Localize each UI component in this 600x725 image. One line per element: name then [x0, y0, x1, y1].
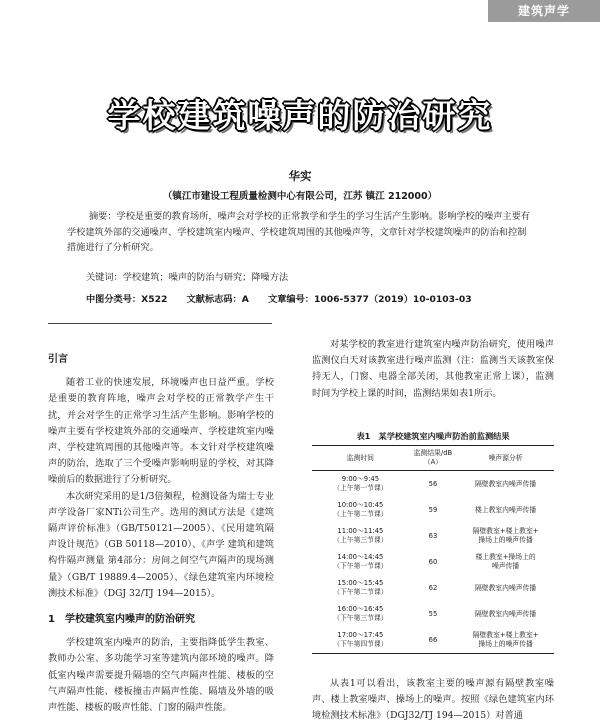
table-cell-source: 隔壁教室+楼上教室+ 操场上的噪声传播 [472, 527, 539, 544]
table-cell-time: 14:00～14:45 （下午第一节课） [333, 553, 388, 570]
table-cell-value: 55 [428, 609, 438, 618]
left-column [48, 352, 274, 716]
table-row [312, 601, 554, 627]
author-affiliation: （镇江市建设工程质量检测中心有限公司，江苏 镇江 212000） [162, 191, 438, 202]
table-cell-value: 62 [428, 583, 438, 592]
table-cell-value: 59 [428, 505, 438, 514]
monitoring-table [312, 445, 554, 654]
table-cell-time: 10:00～10:45 （上午第二节课） [333, 501, 388, 518]
article-title: 学校建筑噪声的防治研究 [107, 96, 493, 135]
table-caption: 表1 某学校建筑室内噪声防治前监测结果 [356, 431, 510, 441]
article-number: 文章编号：1006-5377（2019）10-0103-03 [268, 294, 472, 305]
right-paragraph-1: 对某学校的教室进行建筑室内噪声防治研究，使用噪声监测仪白天对该教室进行噪声监测（注：监测当天该教室保持无人，门窗、电器全部关闭，其他教室正常上课），监测时间为学校上课的时间，监测结果如表1所示。 [312, 339, 554, 399]
table-cell-value: 63 [428, 531, 438, 540]
intro-heading: 引言 [48, 354, 68, 365]
table-row [312, 575, 554, 601]
right-paragraph-2: 从表1可以看出，该教室主要的噪声源有隔壁教室噪声、楼上教室噪声、操场上的噪声。按照《绿色建筑室内环境检测技术标准》（DGJ32/TJ 194—2015）对普通 [312, 678, 554, 722]
table-cell-source: 楼上教室内噪声传播 [475, 505, 537, 514]
author-name: 华实 [288, 169, 312, 183]
table-cell-value: 66 [409, 627, 457, 654]
table-row [312, 627, 554, 654]
table-header-time: 监测时间 [312, 446, 409, 471]
abstract-text: 摘要：学校是重要的教育场所，噪声会对学校的正常教学和学生的学习生活产生影响。影响学校的噪声主要有学校建筑外部的交通噪声、学校建筑室内噪声、学校建筑周围的其他噪声等，文章针对学校建筑噪声的防治和控制措施进行了分析研究。 [67, 211, 530, 253]
table-row [312, 471, 554, 498]
keywords: 关键词：学校建筑；噪声的防治与研究；降噪方法 [86, 272, 289, 283]
document-code: 文献标志码：A [186, 294, 249, 305]
right-column-bottom [312, 676, 554, 725]
table-cell-source: 隔壁教室内噪声传播 [475, 583, 537, 592]
abstract [67, 209, 535, 256]
table-cell-value: 56 [428, 479, 438, 488]
section-tag: 建筑声学 [488, 0, 600, 22]
table-cell-time: 15:00～15:45 （下午第二节课） [333, 579, 388, 596]
article-meta [86, 291, 486, 305]
table-header-result: 监测结果/dB（A） [409, 446, 457, 471]
right-column-top [312, 337, 554, 402]
table-cell-time: 17:00～17:45 （下午第四节课） [312, 627, 409, 654]
table-row [312, 523, 554, 549]
table-header-source: 噪声源分析 [457, 446, 554, 471]
table-row [312, 549, 554, 575]
table-row [312, 497, 554, 523]
intro-paragraph-1: 随着工业的快速发展，环境噪声也日益严重。学校是重要的教育阵地，噪声会对学校的正常教学产生干扰，并会对学生的正常学习生活产生影响。影响学校的噪声主要有学校建筑外部的交通噪声、学校建筑室内噪声、学校建筑周围的其他噪声等。本文针对学校建筑噪声的防治，选取了三个受噪声影响明显的学校，对其降噪前后的数据进行了分析研究。 [48, 377, 274, 486]
table-cell-time: 9:00～9:45 （上午第一节课） [333, 475, 388, 492]
clc-number: 中图分类号：X522 [86, 294, 168, 305]
table-cell-time: 16:00～16:45 （下午第三节课） [333, 605, 388, 622]
section-1-heading: 1 学校建筑室内噪声的防治研究 [48, 614, 195, 626]
table-cell-source: 隔壁教室内噪声传播 [475, 479, 537, 488]
table-cell-time: 11:00～11:45 （上午第三节课） [333, 527, 388, 544]
table-cell-source: 隔壁教室+楼上教室+ 操场上的噪声传播 [457, 627, 554, 654]
section-1-paragraph: 学校建筑室内噪声的防治，主要指降低学生教室、教师办公室、多功能学习室等建筑内部环境的噪声。降低室内噪声需要提升隔墙的空气声隔声性能、楼板的空气声隔声性能、楼板撞击声隔声性能、隔墙及外墙的吸声性能、楼板的吸声性能、门窗的隔声性能。 [48, 637, 274, 714]
table-cell-source: 楼上教室+操场上的 噪声传播 [475, 553, 536, 570]
table-header-row [312, 446, 554, 471]
intro-paragraph-2: 本次研究采用的是1/3倍频程，检测设备为瑞士专业声学设备厂家NTi公司生产。选用的测试方法是《建筑隔声评价标准》（GB/T50121—2005）、《民用建筑隔声设计规范》（GB 50118—2010）、《声学 建筑和建筑构件隔声测量 第4部分：房间之间空气声隔声的现场测量》（GB/T 19889.4—2005）、《绿色建筑室内环境检测技术标准》（DGJ 32/TJ 194—2015）。 [48, 490, 274, 599]
column-divider-line [48, 323, 272, 324]
table-cell-value: 60 [428, 557, 438, 566]
table-cell-source: 隔壁教室内噪声传播 [475, 609, 537, 618]
